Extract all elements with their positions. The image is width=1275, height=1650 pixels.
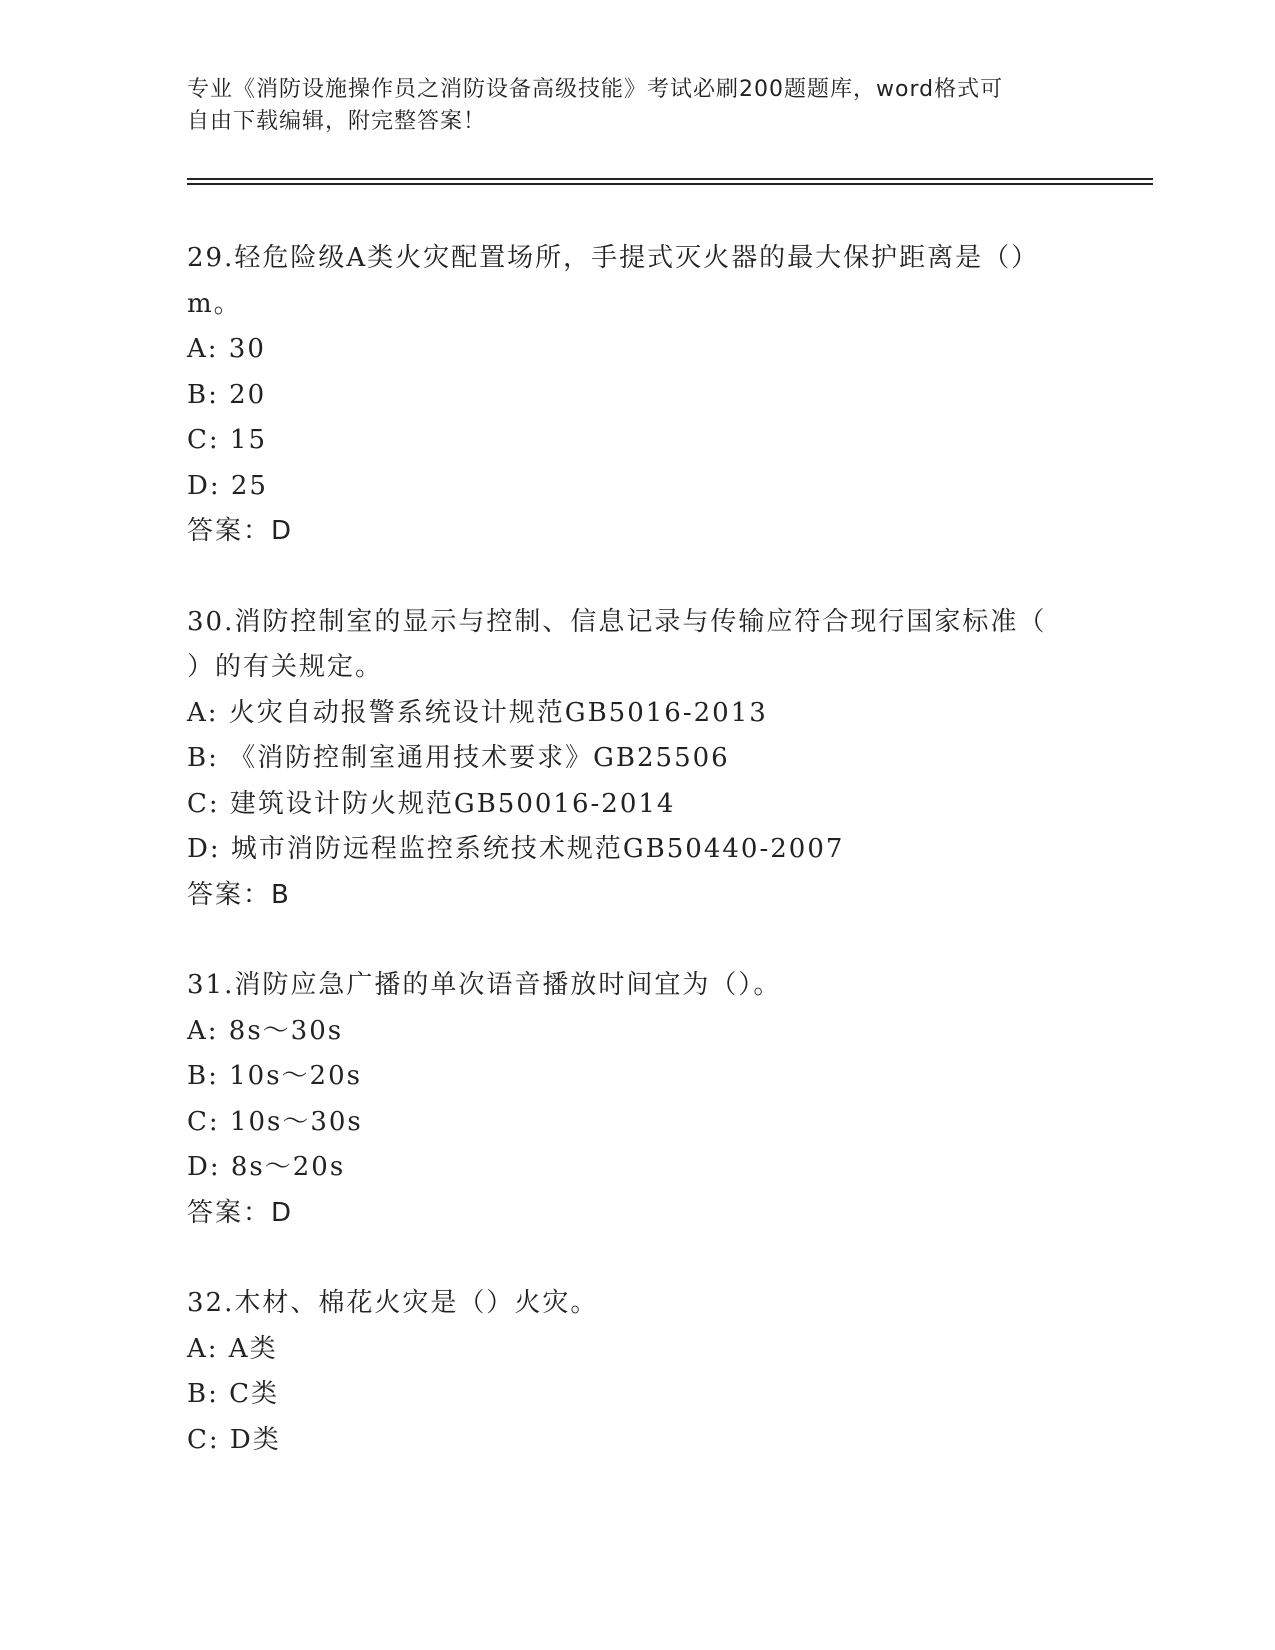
answer: 答案：D	[187, 516, 294, 546]
question-30	[187, 600, 1087, 919]
option-b: B: 20	[187, 379, 267, 410]
option-b: B: C类	[187, 1379, 280, 1409]
question-stem-continued: ）的有关规定。	[187, 652, 384, 682]
header-line-2: 自由下载编辑，附完整答案！	[187, 109, 487, 134]
option-d: D: 城市消防远程监控系统技术规范GB50440-2007	[187, 834, 845, 864]
question-stem: 30.消防控制室的显示与控制、信息记录与传输应符合现行国家标准（	[187, 606, 1047, 637]
question-stem: 32.木材、棉花火灾是（）火灾。	[187, 1288, 599, 1318]
header-line-1: 专业《消防设施操作员之消防设备高级技能》考试必刷200题题库，word格式可	[187, 77, 1004, 102]
question-list	[187, 236, 1087, 1508]
document-header	[187, 74, 1067, 138]
option-c: C: 建筑设计防火规范GB50016-2014	[187, 788, 676, 819]
option-a: A: 火灾自动报警系统设计规范GB5016-2013	[187, 697, 768, 728]
answer: 答案：D	[187, 1197, 294, 1228]
option-b: B: 10s～20s	[187, 1061, 362, 1091]
option-c: C: D类	[187, 1424, 281, 1455]
option-b: B: 《消防控制室通用技术要求》GB25506	[187, 743, 730, 773]
question-stem: 31.消防应急广播的单次语音播放时间宜为（）。	[187, 970, 782, 1000]
question-stem-continued: m。	[187, 288, 242, 319]
option-a: A: 30	[187, 334, 266, 364]
question-31	[187, 963, 1087, 1236]
header-divider-bottom	[187, 183, 1153, 185]
header-divider-top	[187, 178, 1153, 180]
question-32	[187, 1281, 1087, 1463]
option-d: D: 25	[187, 470, 268, 501]
question-stem: 29.轻危险级A类火灾配置场所，手提式灭火器的最大保护距离是（）	[187, 243, 1040, 273]
option-a: A: A类	[187, 1333, 278, 1364]
answer: 答案：B	[187, 879, 291, 910]
option-c: C: 10s～30s	[187, 1106, 363, 1137]
option-c: C: 15	[187, 425, 268, 455]
option-d: D: 8s～20s	[187, 1152, 346, 1182]
option-a: A: 8s～30s	[187, 1015, 344, 1046]
question-29	[187, 236, 1087, 555]
